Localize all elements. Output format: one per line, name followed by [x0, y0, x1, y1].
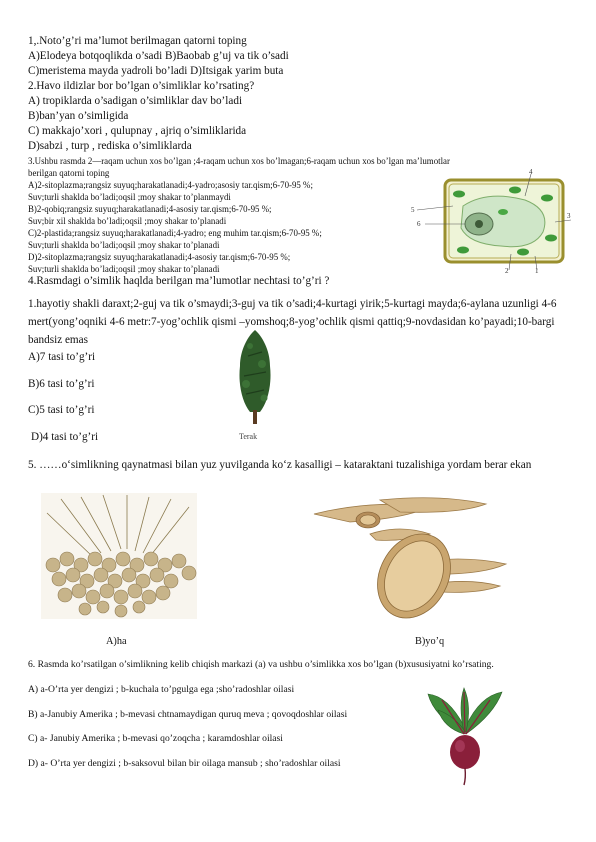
q4-option-a: A)7 tasi to’g’ri — [28, 351, 96, 363]
q6-option-a: A) a-O’rta yer dengizi ; b-kuchala to’pgulga ega ;sho’radoshlar oilasi — [28, 684, 295, 695]
q3-option-b-line2: Suv;bir xil shaklda bo’ladi;oqsil ;moy shakar to’planadi — [28, 216, 227, 226]
q4-option-b: B)6 tasi to’g’ri — [28, 378, 95, 390]
beetroot-picture — [424, 686, 506, 786]
q5-question: 5. ……o‘simlikning qaynatmasi bilan yuz yuvilganda ko‘z kasalligi – kataraktani tuzalishiga yordam berar ekan — [28, 459, 532, 471]
poplar-tree-picture — [232, 326, 278, 426]
q1-question: 1,.Noto’g’ri ma’lumot berilmagan qatorni toping — [28, 35, 247, 47]
q3-option-a-line2: Suv;turli shaklda bo’ladi;oqsil ;moy shakar to’planmaydi — [28, 192, 231, 202]
q3-option-d-line2: Suv;turli shaklda bo’ladi;oqsil ;moy shakar to’planadi — [28, 264, 220, 274]
q3-option-c-line1: C)2-plastida;rangsiz suyuq;harakatlanadi;4-yadro; eng muhim tar.qism;6-70-95 %; — [28, 228, 322, 238]
q3-option-a-line1: A)2-sitoplazma;rangsiz suyuq;harakatlanadi;4-yadro;asosiy tar.qism;6-70-95 %; — [28, 180, 313, 190]
q5-label-b: B)yo’q — [415, 636, 445, 647]
q2-option-c: C) makkajo’xori , qulupnay , ajriq o’simliklarida — [28, 125, 247, 137]
licorice-root-slices-picture — [310, 494, 508, 622]
q1-options-ab: A)Elodeya botqoqlikda o’sadi B)Baobab g’uj va tik o’sadi — [28, 50, 289, 62]
q3-option-d-line1: D)2-sitoplazma;rangsiz suyuq;harakatlanadi;4-asosiy tar.qism;6-70-95 %; — [28, 252, 291, 262]
q3-question-line2: berilgan qatorni toping — [28, 168, 110, 178]
q3-question-line1: 3.Ushbu rasmda 2—raqam uchun xos bo’lgan ;4-raqam uchun xos bo’lmagan;6-raqam uchun xos bo’lgan ma’lumotlar — [28, 156, 450, 166]
cell-label-5: 5 — [411, 206, 415, 214]
q2-option-b: B)ban’yan o’simligida — [28, 110, 129, 122]
q4-option-d: D)4 tasi to’g’ri — [31, 431, 99, 443]
q3-option-b-line1: B)2-qobiq;rangsiz suyuq;harakatlanadi;4-asosiy tar.qism;6-70-95 %; — [28, 204, 272, 214]
q2-question: 2.Havo ildizlar bor bo’lgan o’simliklar ko’rsating? — [28, 80, 255, 92]
q2-option-a: A) tropiklarda o’sadigan o’simliklar dav bo’ladi — [28, 95, 243, 107]
q4-statement: 1.hayotiy shakli daraxt;2-guj va tik o’smaydi;3-guj va tik o’sadi;4-kurtagi yirik;5-kurtagi mayda;6-aylana uzunligi 4-6 mert(yong’oqniki 4-6 metr:7-yog’ochlik qismi –yomshoq;8-yog’ochlik qismi qattiq;9-novdasidan ko’payadi;10-bargi bandsiz emas — [28, 298, 557, 346]
q3-option-c-line2: Suv;turli shaklda bo’ladi;oqsil ;moy shakar to’planadi — [28, 240, 220, 250]
q4-question: 4.Rasmdagi o’simlik haqlda berilgan ma’lumotlar nechtasi to’g’ri ? — [28, 275, 330, 287]
q2-option-d: D)sabzi , turp , rediska o’simliklarda — [28, 140, 192, 152]
garlic-bulbs-picture — [41, 493, 197, 619]
q6-option-c: C) a- Janubiy Amerika ; b-mevasi qo’zoqcha ; karamdoshlar oilasi — [28, 733, 283, 744]
q6-question: 6. Rasmda ko’rsatilgan o’simlikning kelib chiqish markazi (a) va ushbu o’simlikka xos bo’lgan (b)xususiyatni ko’rsating. — [28, 659, 494, 670]
q1-options-cd: C)meristema mayda yadroli bo’ladi D)Itsigak yarim buta — [28, 65, 284, 77]
q4-option-c: C)5 tasi to’g’ri — [28, 404, 95, 416]
cell-label-2: 2 — [505, 267, 509, 274]
cell-label-4: 4 — [529, 168, 533, 176]
cell-label-6: 6 — [417, 220, 421, 228]
cell-label-1: 1 — [535, 267, 539, 274]
q6-option-d: D) a- O’rta yer dengizi ; b-saksovul bilan bir oilaga mansub ; sho’radoshlar oilasi — [28, 758, 341, 769]
q6-option-b: B) a-Janubiy Amerika ; b-mevasi chtnamaydigan quruq meva ; qovoqdoshlar oilasi — [28, 709, 348, 720]
tree-caption: Terak — [239, 432, 258, 441]
plant-cell-diagram — [405, 166, 573, 274]
cell-label-3: 3 — [567, 212, 571, 220]
q5-label-a: A)ha — [106, 636, 127, 647]
